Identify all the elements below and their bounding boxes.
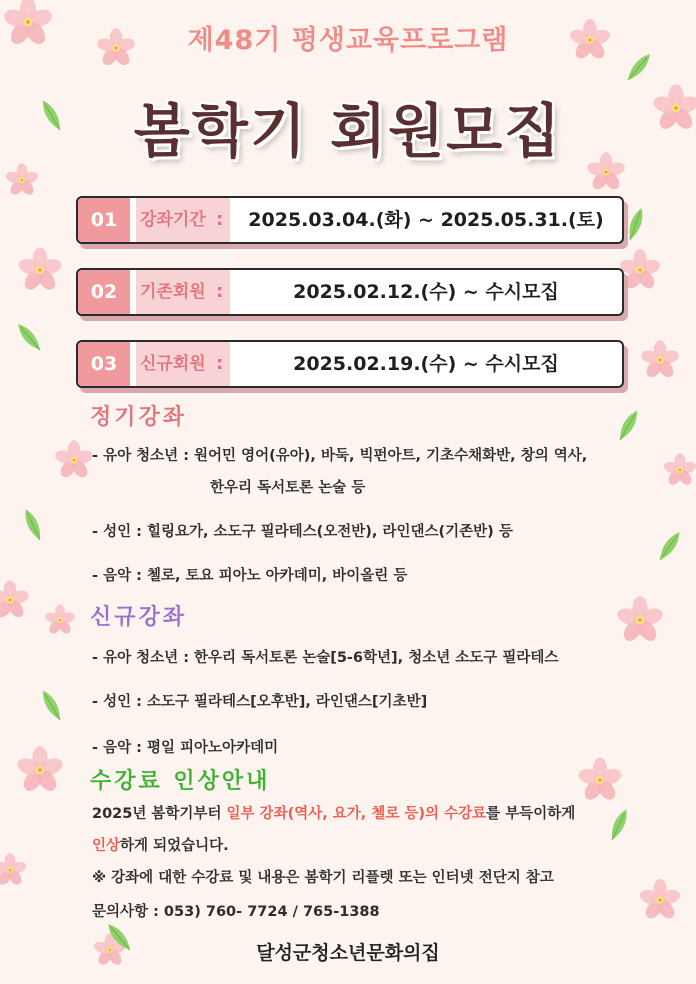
regular-adult-line: - 성인 : 힐링요가, 소도구 필라테스(오전반), 라인댄스(기존반) 등 bbox=[92, 524, 513, 540]
period-value: 2025.02.19.(수) ~ 수시모집 bbox=[293, 353, 559, 375]
period-row-course bbox=[76, 196, 624, 244]
new-adult-line: - 성인 : 소도구 필라테스[오후반], 라인댄스[기초반] bbox=[92, 694, 428, 710]
new-youth-line: - 유아 청소년 : 한우리 독서토론 논술[5-6학년], 청소년 소도구 필라테스 bbox=[92, 650, 559, 666]
fee-line-2 bbox=[92, 834, 229, 855]
fee-highlight: 일부 강좌(역사, 요가, 첼로 등)의 수강료 bbox=[226, 806, 487, 822]
fee-notice-title: 수강료 인상안내 bbox=[90, 769, 271, 794]
new-music-line: - 음악 : 평일 피아노아카데미 bbox=[92, 740, 279, 756]
period-row-existing bbox=[76, 268, 624, 316]
period-number: 02 bbox=[78, 270, 130, 314]
period-colon: : bbox=[216, 281, 224, 302]
fee-line-1 bbox=[92, 802, 575, 823]
period-label: 기존회원 bbox=[136, 270, 230, 314]
regular-youth-line: - 유아 청소년 : 원어민 영어(유아), 바둑, 빅펀아트, 기초수채화반, 창의 역사, bbox=[92, 448, 588, 464]
program-subtitle: 제48기 평생교육프로그램 bbox=[187, 25, 509, 56]
fee-note: ※ 강좌에 대한 수강료 및 내용은 봄학기 리플렛 또는 인터넷 전단지 참고 bbox=[92, 870, 554, 886]
new-courses-title: 신규강좌 bbox=[90, 605, 188, 630]
regular-courses-title: 정기강좌 bbox=[90, 405, 188, 430]
fee-text: 2025년 봄학기부터 bbox=[92, 806, 227, 822]
regular-music-line: - 음악 : 첼로, 토요 피아노 아카데미, 바이올린 등 bbox=[92, 568, 408, 584]
period-number: 01 bbox=[78, 198, 130, 242]
period-colon: : bbox=[216, 353, 224, 374]
period-label: 강좌기간 bbox=[136, 198, 230, 242]
period-number: 03 bbox=[78, 342, 130, 386]
period-row-new bbox=[76, 340, 624, 388]
regular-youth-line-cont: 한우리 독서토론 논술 등 bbox=[210, 480, 366, 496]
fee-text: 하게 되었습니다. bbox=[120, 838, 229, 854]
fee-text: 를 부득이하게 bbox=[486, 806, 576, 822]
period-colon: : bbox=[216, 209, 224, 230]
period-value: 2025.03.04.(화) ~ 2025.05.31.(토) bbox=[248, 209, 604, 231]
organization-name: 달성군청소년문화의집 bbox=[256, 942, 440, 964]
fee-highlight: 인상 bbox=[92, 838, 121, 854]
period-value: 2025.02.12.(수) ~ 수시모집 bbox=[293, 281, 559, 303]
period-label: 신규회원 bbox=[136, 342, 230, 386]
contact-info: 문의사항 : 053) 760- 7724 / 765-1388 bbox=[92, 904, 380, 920]
page-title: 봄학기 회원모집 bbox=[133, 97, 563, 165]
